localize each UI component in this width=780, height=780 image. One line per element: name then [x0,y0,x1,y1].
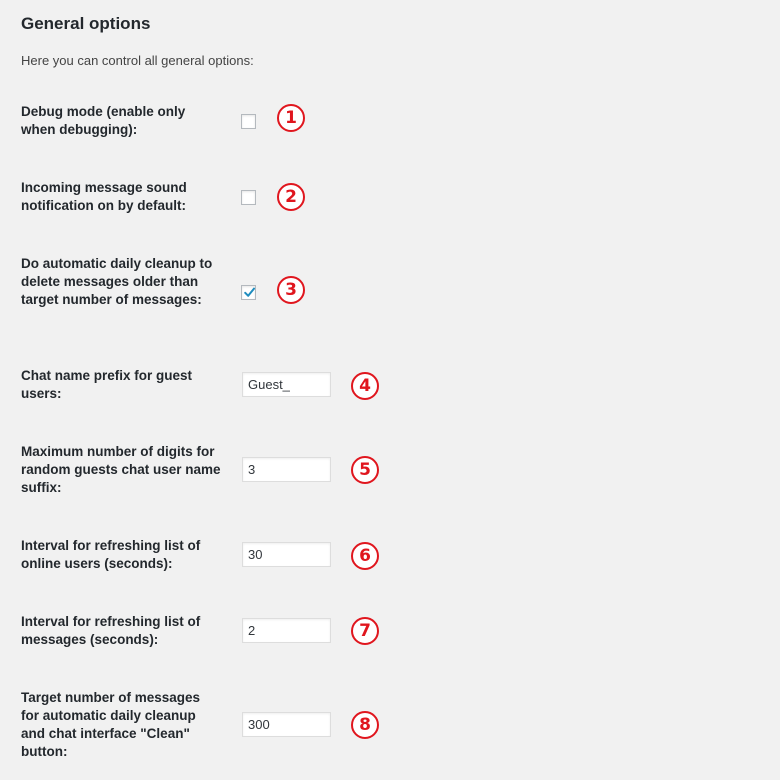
daily-cleanup-checkbox[interactable] [241,285,256,300]
sound-notification-label: Incoming message sound notification on by default: [21,180,187,213]
daily-cleanup-label: Do automatic daily cleanup to delete messages older than target number of messages: [21,256,213,307]
online-users-interval-input[interactable] [242,542,331,567]
page-title: General options [21,14,151,33]
marker-1-badge: 1 [277,104,305,132]
marker-7-badge: 7 [351,617,379,645]
messages-interval-label: Interval for refreshing list of messages (seconds): [21,614,201,647]
online-users-interval-label: Interval for refreshing list of online users (seconds): [21,538,201,571]
marker-4-badge: 4 [351,372,379,400]
marker-3-badge: 3 [277,276,305,304]
target-messages-label: Target number of messages for automatic daily cleanup and chat interface "Clean" button: [21,690,201,759]
guest-prefix-input[interactable] [242,372,331,397]
debug-mode-checkbox[interactable] [241,114,256,129]
target-messages-input[interactable] [242,712,331,737]
checkmark-icon [243,286,256,299]
sound-notification-checkbox[interactable] [241,190,256,205]
debug-mode-label: Debug mode (enable only when debugging): [21,104,186,137]
messages-interval-input[interactable] [242,618,331,643]
marker-2-badge: 2 [277,183,305,211]
page-description: Here you can control all general options: [21,53,254,68]
marker-8-badge: 8 [351,711,379,739]
marker-5-badge: 5 [351,456,379,484]
marker-6-badge: 6 [351,542,379,570]
max-digits-input[interactable] [242,457,331,482]
max-digits-label: Maximum number of digits for random guests chat user name suffix: [21,444,221,495]
guest-prefix-label: Chat name prefix for guest users: [21,368,193,401]
